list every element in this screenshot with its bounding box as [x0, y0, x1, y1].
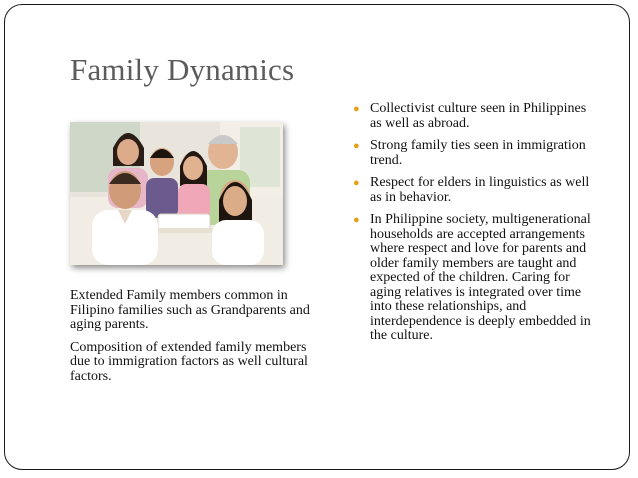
family-photo [70, 122, 283, 265]
bullet-text: Collectivist culture seen in Philippines as well as abroad. [370, 101, 587, 131]
list-item [351, 176, 601, 205]
list-item [351, 102, 601, 131]
bullet-icon: ● [353, 103, 360, 115]
extended-family-paragraph: Extended Family members common in Filipino families such as Grandparents and aging parents. [70, 288, 310, 332]
bullet-icon: ● [353, 177, 360, 189]
bullet-icon: ● [353, 214, 360, 226]
bullet-list [351, 102, 601, 352]
bullet-icon: ● [353, 140, 360, 152]
composition-paragraph: Composition of extended family members due to immigration factors as well cultural factors. [70, 339, 308, 384]
slide-title: Family Dynamics [70, 52, 295, 87]
bullet-text: In Philippine society, multigenerational households are accepted arrangements where respect and love for parents and older family members are taught and expected of the children. Caring for aging relatives is integrated over time into these relationships, and interdependence is deeply embedded in the culture. [370, 212, 591, 343]
left-text-block [70, 289, 330, 392]
list-item [351, 139, 601, 168]
bullet-text: Respect for elders in linguistics as well as in behavior. [370, 175, 590, 205]
list-item [351, 213, 601, 344]
bullet-text: Strong family ties seen in immigration trend. [370, 138, 586, 168]
